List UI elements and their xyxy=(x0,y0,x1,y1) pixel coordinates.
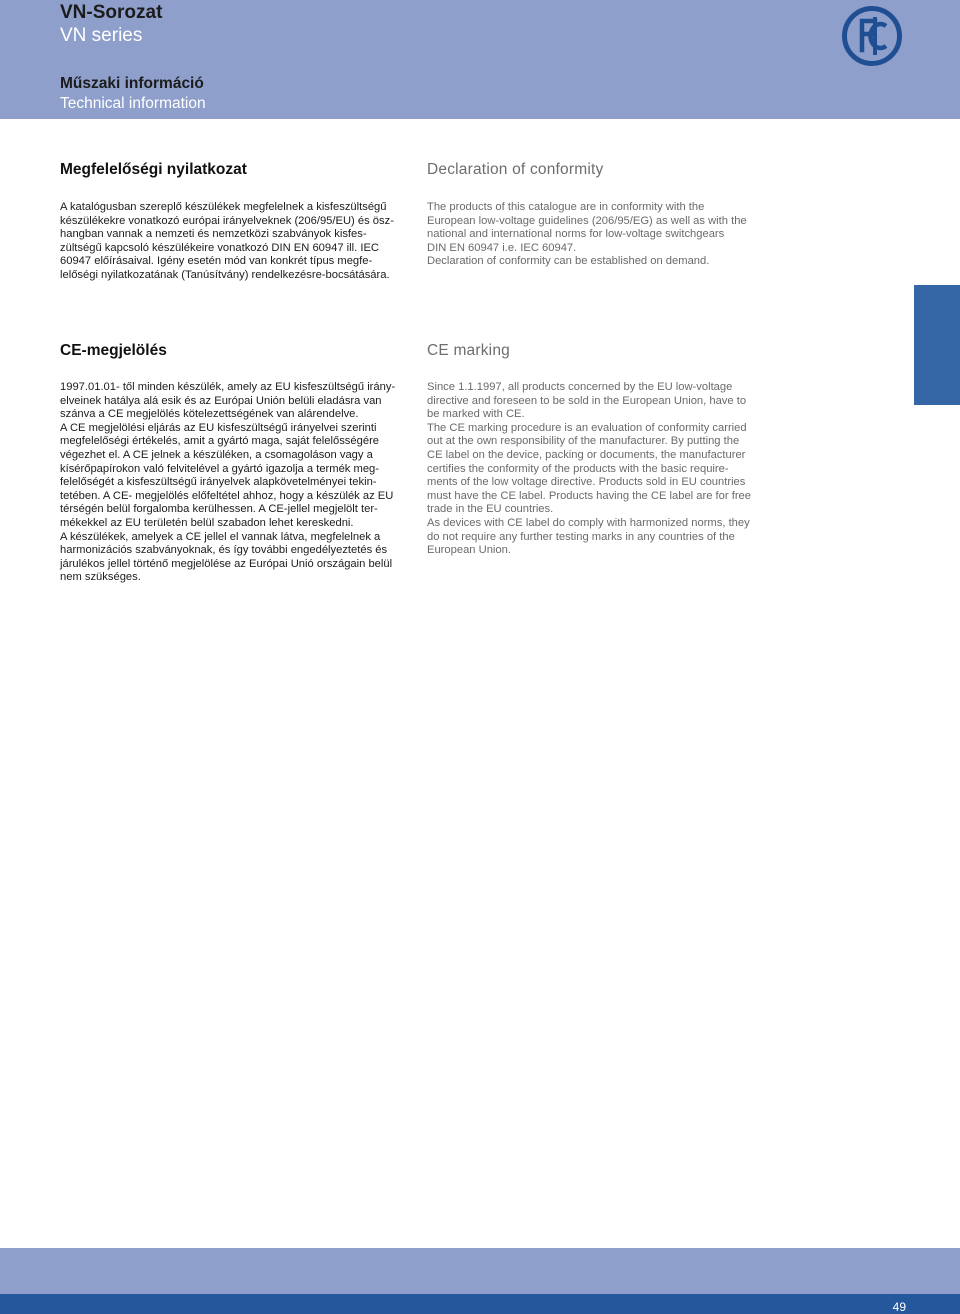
ce-heading-hu-text: CE-megjelölés xyxy=(60,342,167,359)
declaration-heading-hu xyxy=(60,161,415,179)
section-title-en: Technical information xyxy=(60,95,206,112)
declaration-body-en xyxy=(427,201,777,269)
ce-heading-en-text: CE marking xyxy=(427,342,510,359)
declaration-heading-en-text: Declaration of conformity xyxy=(427,161,604,178)
footer-band xyxy=(0,1248,960,1294)
series-title-hu: VN-Sorozat xyxy=(60,2,163,23)
fc-circle-logo-icon xyxy=(841,5,903,67)
declaration-paragraph-hu: A katalógusban szereplő készülékek megfelelnek a kisfeszültségű készülékekre vonatkozó európai irányelveknek (206/95/EU) és ösz- hangban vannak a nemzeti és nemzetközi szabványok kisfes- zültségű kapcsoló készülékeire vonatkozó DIN EN 60947 ill. IEC 60947 előírásaival. Igény esetén mód van konkrét típus megfe- lelőségi nyilatkozatának (Tanúsítvány) rendelkezésre-bocsátására. xyxy=(60,201,394,281)
declaration-heading-en xyxy=(427,161,777,179)
chapter-side-tab xyxy=(914,285,960,405)
ce-body-en xyxy=(427,381,777,558)
declaration-body-hu xyxy=(60,201,415,283)
ce-heading-hu xyxy=(60,342,415,360)
page-header xyxy=(0,0,960,119)
footer-bar xyxy=(0,1294,960,1314)
declaration-heading-hu-text: Megfelelőségi nyilatkozat xyxy=(60,161,247,178)
ce-heading-en xyxy=(427,342,777,360)
page-number: 49 xyxy=(892,1300,906,1314)
ce-body-hu xyxy=(60,381,415,585)
declaration-paragraph-en: The products of this catalogue are in conformity with the European low-voltage guidelines (206/95/EG) as well as with the national and international norms for low-voltage switchgears DIN EN 60947 i.e. IEC 60947. Declaration of conformity can be established on demand. xyxy=(427,201,747,268)
section-title-hu: Műszaki információ xyxy=(60,75,204,92)
ce-paragraph-en: Since 1.1.1997, all products concerned by the EU low-voltage directive and foreseen to be sold in the European Union, have to be marked with CE. The CE marking procedure is an evaluation of conformity carried out at the own responsibility of the manufacturer. By putting the CE label on the device, packing or documents, the manufacturer certifies the conformity of the products with the basic require- ments of the low voltage directive. Products sold in EU countries must have the CE label. Products having the CE label are for free trade in the EU countries. As devices with CE label do comply with harmonized norms, they do not require any further testing marks in any countries of the European Union. xyxy=(427,381,751,557)
ce-paragraph-hu: 1997.01.01- től minden készülék, amely az EU kisfeszültségű irány- elveinek hatálya alá esik és az Európai Unión belüli eladásra van szánva a CE megjelölés kötelezettségének van alárendelve. A CE megjelölési eljárás az EU kisfeszültségű irányelvei szerinti megfelelőségi értékelés, amit a gyártó maga, saját felelősségére végezhet el. A CE jelnek a készüléken, a csomagoláson vagy a kísérőpapírokon való felvitelével a gyártó igazolja a termék meg- felelőségét a kisfeszültségű irányelvek alapkövetelményei tekin- tetében. A CE- megjelölés előfeltétel ahhoz, hogy a készülék az EU térségén belül forgalomba kerülhessen. A CE-jellel megjelölt ter- mékekkel az EU területén belül szabadon lehet kereskedni. A készülékek, amelyek a CE jellel el vannak látva, megfelelnek a harmonizációs szabványoknak, és így további engedélyeztetés és járulékos jellel történő megjelölése az Európai Unió országain belül nem szükséges. xyxy=(60,381,396,584)
series-title-en: VN series xyxy=(60,25,143,46)
